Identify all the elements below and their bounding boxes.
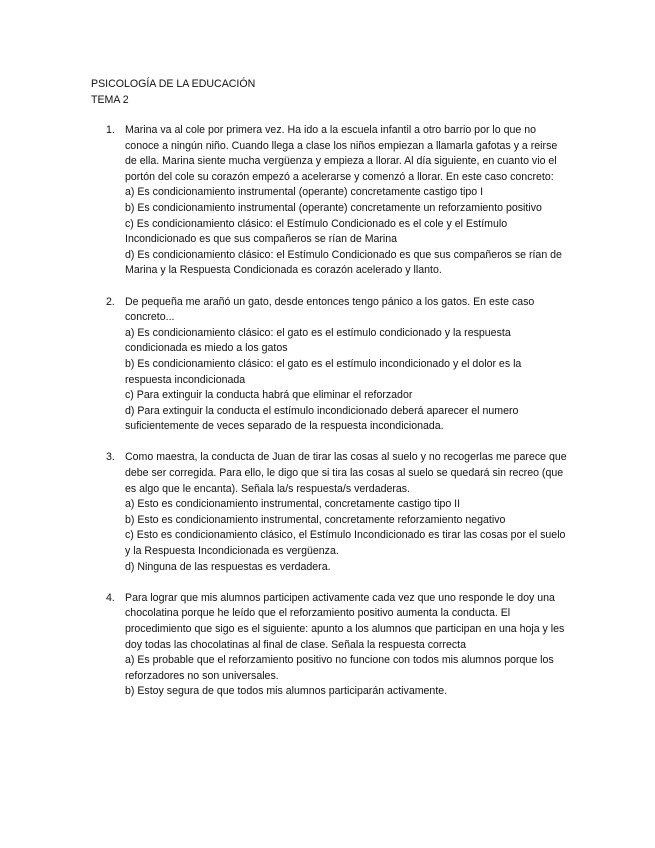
question-number: 3. bbox=[106, 451, 115, 464]
option-c: c) Para extinguir la conducta habrá que eliminar el reforzador bbox=[125, 389, 413, 402]
option-c: c) Es condicionamiento clásico: el Estímulo Condicionado es el cole y el Estímulo Incondicionado es que sus compañeros se rían de Marina bbox=[125, 217, 508, 246]
option-d: d) Es condicionamiento clásico: el Estímulo Condicionado es que sus compañeros se rían de Marina y la Respuesta Condicionada es corazón acelerado y llanto. bbox=[125, 248, 562, 277]
question-stem: Como maestra, la conducta de Juan de tirar las cosas al suelo y no recogerlas me parece que debe ser corregida. Para ello, le digo que si tira las cosas al suelo se quedará sin recreo (que es algo que le encanta). Señala la/s respuesta/s verdaderas. bbox=[125, 451, 567, 495]
option-b: b) Esto es condicionamiento instrumental, concretamente reforzamiento negativo bbox=[125, 513, 506, 526]
option-list bbox=[125, 185, 570, 279]
option-a: a) Es condicionamiento instrumental (operante) concretamente castigo tipo I bbox=[125, 186, 484, 199]
option-c: c) Esto es condicionamiento clásico, el Estímulo Incondicionado es tirar las cosas por el suelo y la Respuesta Incondicionada es vergüenza. bbox=[125, 529, 566, 558]
question-list bbox=[90, 123, 570, 716]
option-a: a) Es probable que el reforzamiento positivo no funcione con todos mis alumnos porque los reforzadores no son universales. bbox=[125, 654, 554, 682]
question-number: 2. bbox=[106, 295, 115, 308]
question-1 bbox=[90, 123, 570, 279]
question-3 bbox=[90, 450, 570, 575]
option-d: d) Ninguna de las respuestas es verdadera. bbox=[125, 560, 331, 573]
option-list bbox=[125, 653, 570, 700]
option-list bbox=[125, 497, 570, 575]
option-list bbox=[125, 326, 570, 435]
question-4 bbox=[90, 591, 570, 700]
option-b: b) Es condicionamiento clásico: el gato es el estímulo incondicionado y el dolor es la respuesta incondicionada bbox=[125, 357, 522, 386]
option-a: a) Esto es condicionamiento instrumental, concretamente castigo tipo II bbox=[125, 498, 461, 511]
question-number: 1. bbox=[106, 124, 115, 136]
question-number: 4. bbox=[106, 591, 115, 604]
question-2 bbox=[90, 295, 570, 435]
question-stem: Para lograr que mis alumnos participen activamente cada vez que uno responde le doy una chocolatina porque he leído que el reforzamiento positivo aumenta la conducta. El procedimiento que sigo es el siguiente: apunto a los alumnos que participan en una hoja y les doy todas las chocolatinas al final de clase. Señala la respuesta correcta bbox=[125, 591, 565, 651]
option-b: b) Es condicionamiento instrumental (operante) concretamente un reforzamiento positivo bbox=[125, 201, 542, 214]
topic-title: TEMA 2 bbox=[91, 93, 129, 106]
option-a: a) Es condicionamiento clásico: el gato es el estímulo condicionado y la respuesta condicionada es miedo a los gatos bbox=[125, 326, 511, 355]
option-b: b) Estoy segura de que todos mis alumnos participarán activamente. bbox=[125, 685, 448, 698]
document-header bbox=[91, 77, 551, 108]
question-stem: De pequeña me arañó un gato, desde entonces tengo pánico a los gatos. En este caso concreto... bbox=[125, 295, 535, 324]
option-d: d) Para extinguir la conducta el estímulo incondicionado deberá aparecer el numero suficientemente de veces separado de la respuesta incondicionada. bbox=[125, 404, 519, 433]
subject-title: PSICOLOGÍA DE LA EDUCACIÓN bbox=[91, 78, 256, 90]
question-stem: Marina va al cole por primera vez. Ha ido a la escuela infantil a otro barrio por lo que no conoce a ningún niño. Cuando llega a clase los niños empiezan a llamarla gafotas y a reirse de ella. Marina siente mucha vergüenza y empieza a llorar. Al día siguiente, en cuanto vio el portón del cole su corazón empezó a acelerarse y comenzó a llorar. En este caso concreto: bbox=[125, 124, 558, 183]
